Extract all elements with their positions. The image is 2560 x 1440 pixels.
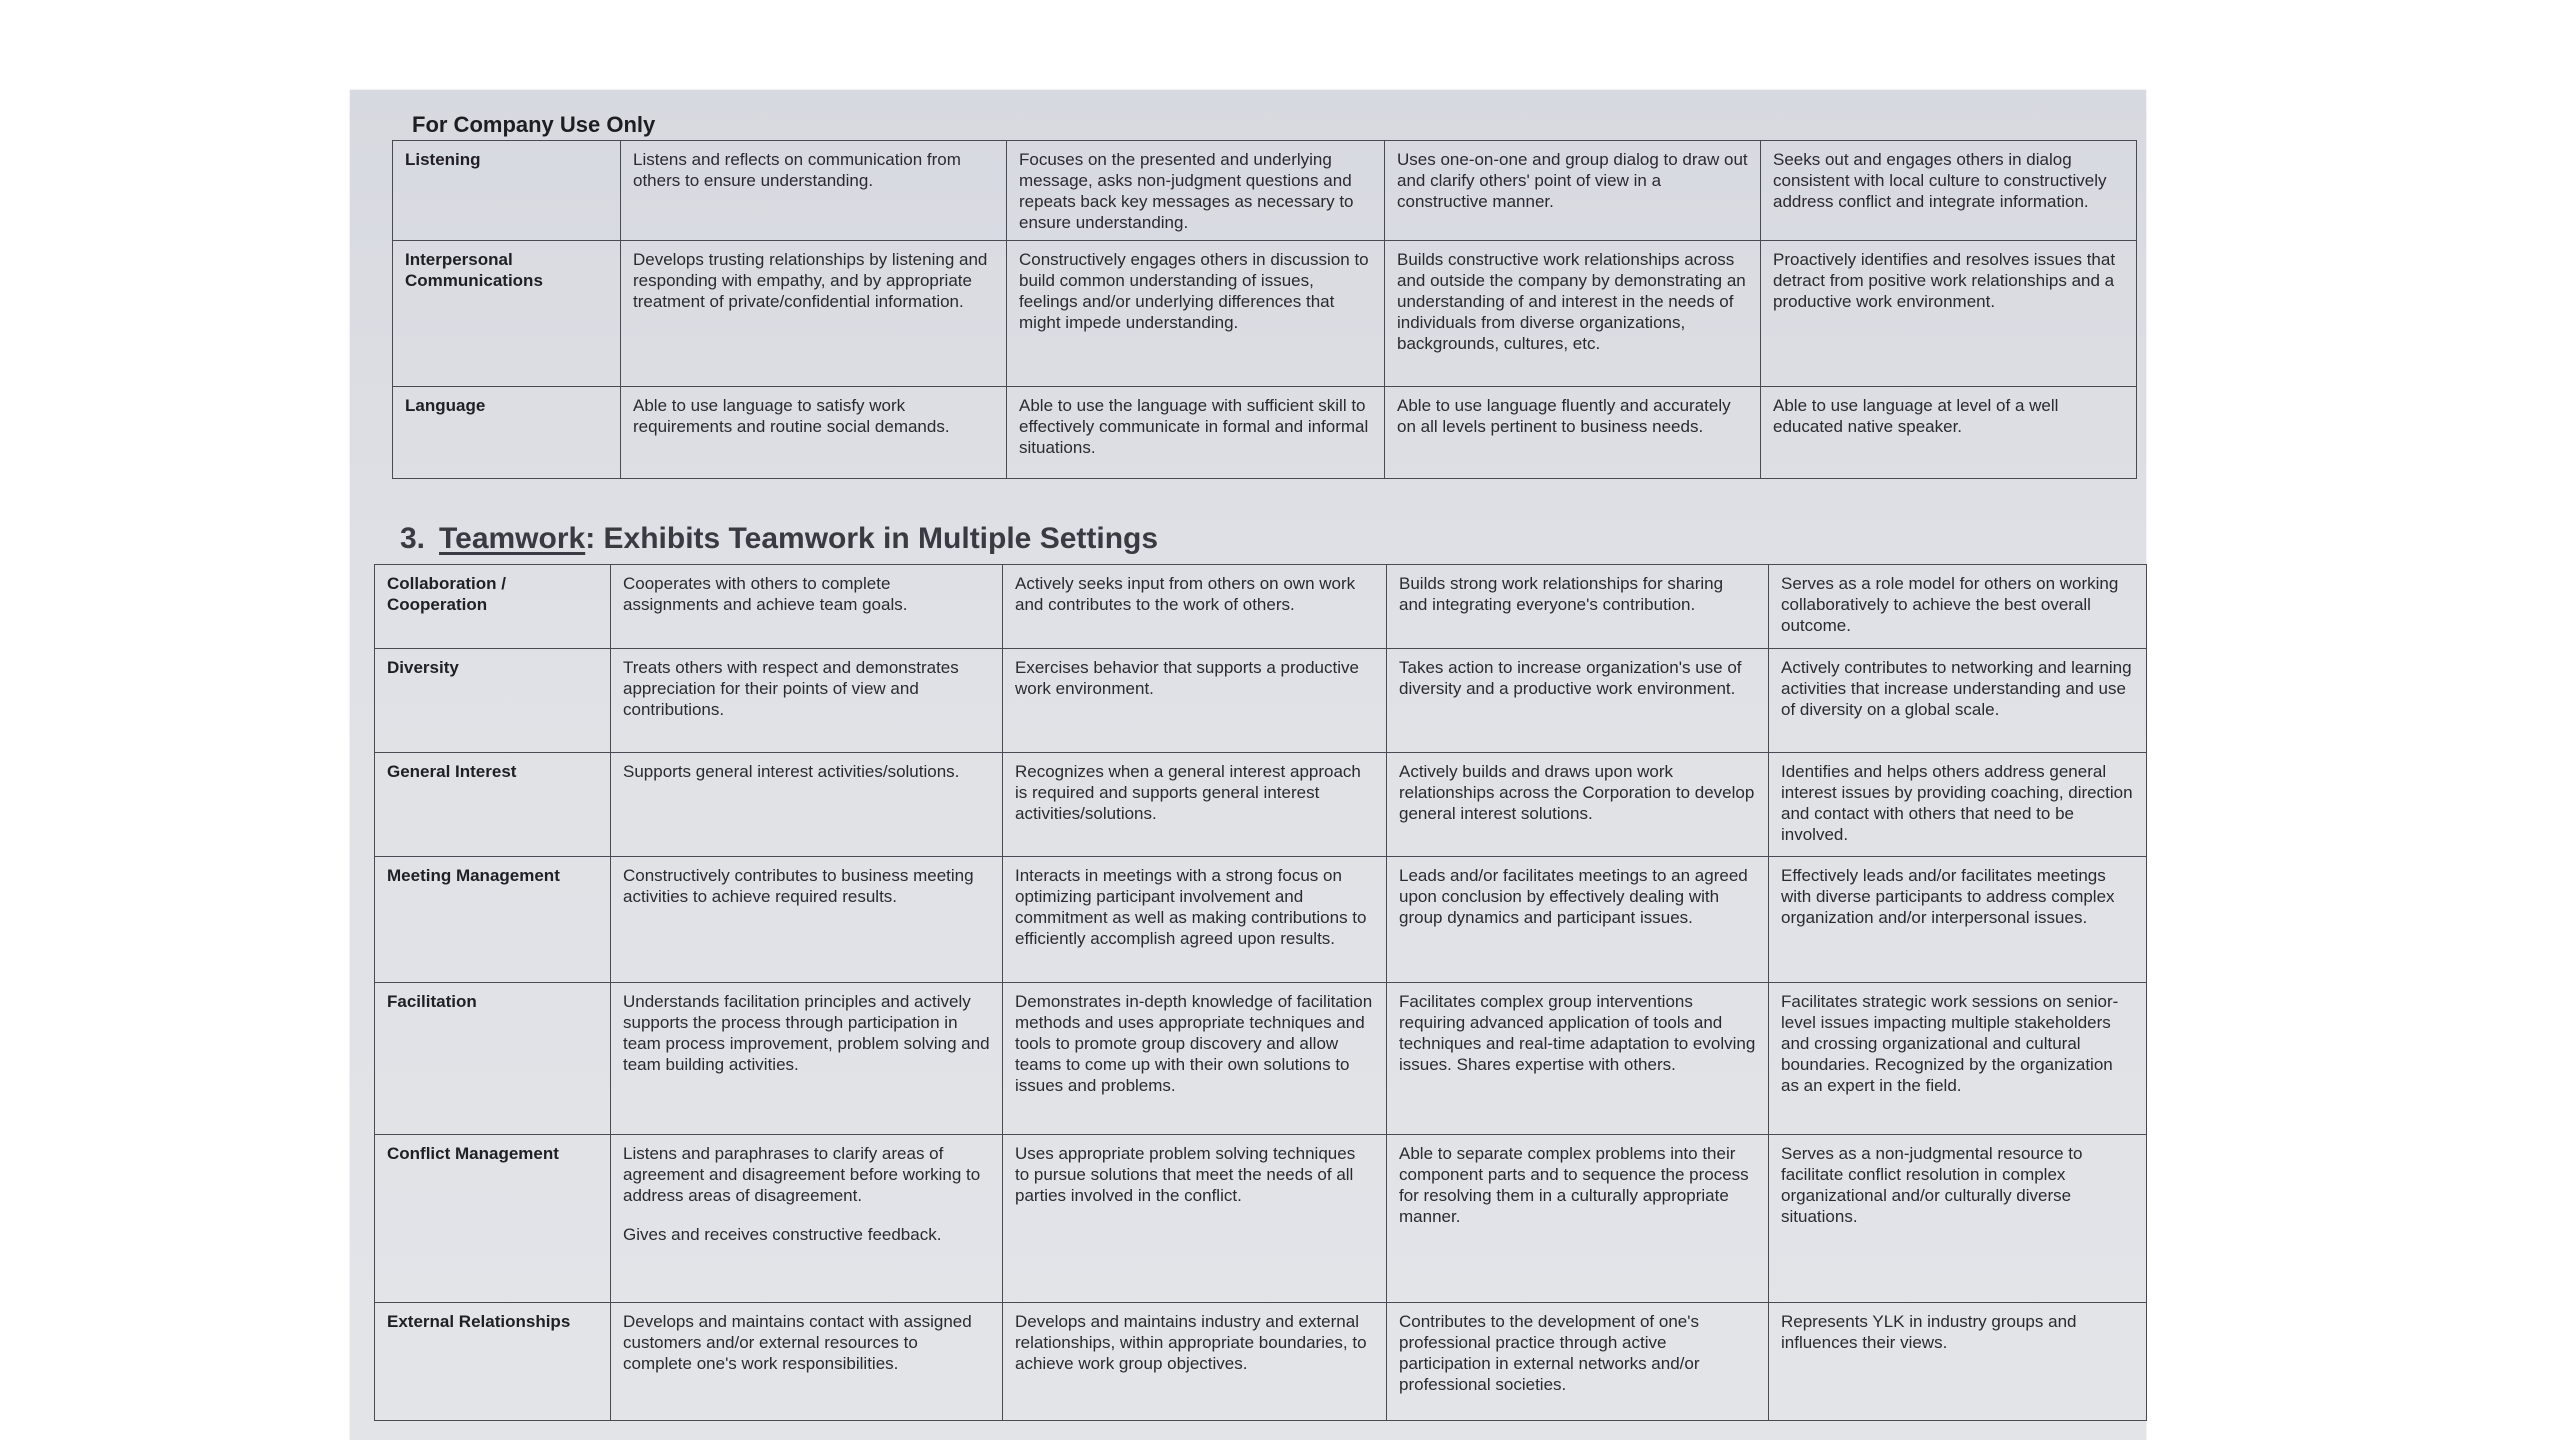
- level-4-cell: Identifies and helps others address general interest issues by providing coaching, direction and contact with others that need to be involved.: [1769, 753, 2147, 857]
- row-label-diversity: Diversity: [375, 649, 611, 753]
- level-3-cell: Able to use language fluently and accurately on all levels pertinent to business needs.: [1385, 387, 1761, 479]
- level-3-cell: Contributes to the development of one's professional practice through active participation in external networks and/or professional societies.: [1387, 1303, 1769, 1421]
- level-4-cell: Able to use language at level of a well educated native speaker.: [1761, 387, 2137, 479]
- table-row: [375, 649, 2147, 753]
- level-1-cell: Develops and maintains contact with assigned customers and/or external resources to complete one's work responsibilities.: [611, 1303, 1003, 1421]
- table-row: [393, 387, 2137, 479]
- level-2-cell: Uses appropriate problem solving techniques to pursue solutions that meet the needs of all parties involved in the conflict.: [1003, 1135, 1387, 1303]
- level-1-cell: Listens and reflects on communication from others to ensure understanding.: [621, 141, 1007, 241]
- row-label-collaboration: Collaboration / Cooperation: [375, 565, 611, 649]
- level-2-cell: Constructively engages others in discussion to build common understanding of issues, feelings and/or underlying differences that might impede understanding.: [1007, 241, 1385, 387]
- row-label-language: Language: [393, 387, 621, 479]
- table-row: [375, 857, 2147, 983]
- cell-paragraph: Listens and paraphrases to clarify areas of agreement and disagreement before working to address areas of disagreement.: [623, 1144, 981, 1205]
- level-1-cell: Supports general interest activities/solutions.: [611, 753, 1003, 857]
- level-1-cell: Cooperates with others to complete assignments and achieve team goals.: [611, 565, 1003, 649]
- level-4-cell: Facilitates strategic work sessions on senior-level issues impacting multiple stakeholders and crossing organizational and cultural boundaries. Recognized by the organization as an expert in the field.: [1769, 983, 2147, 1135]
- row-label-facilitation: Facilitation: [375, 983, 611, 1135]
- table-row: [375, 565, 2147, 649]
- level-1-cell: Understands facilitation principles and actively supports the process through participation in team process improvement, problem solving and team building activities.: [611, 983, 1003, 1135]
- company-use-label: For Company Use Only: [412, 112, 656, 137]
- table-row: [375, 753, 2147, 857]
- row-label-interpersonal-communications: Interpersonal Communications: [393, 241, 621, 387]
- level-4-cell: Represents YLK in industry groups and influences their views.: [1769, 1303, 2147, 1421]
- row-label-conflict-management: Conflict Management: [375, 1135, 611, 1303]
- level-1-cell: Treats others with respect and demonstrates appreciation for their points of view and contributions.: [611, 649, 1003, 753]
- level-2-cell: Demonstrates in-depth knowledge of facilitation methods and uses appropriate techniques and tools to promote group discovery and allow teams to come up with their own solutions to issues and problems.: [1003, 983, 1387, 1135]
- level-2-cell: Able to use the language with sufficient skill to effectively communicate in formal and informal situations.: [1007, 387, 1385, 479]
- table-row: [393, 241, 2137, 387]
- level-3-cell: Actively builds and draws upon work relationships across the Corporation to develop general interest solutions.: [1387, 753, 1769, 857]
- level-4-cell: Proactively identifies and resolves issues that detract from positive work relationships and a productive work environment.: [1761, 241, 2137, 387]
- section-number: 3.: [400, 522, 426, 555]
- table-row: [375, 1135, 2147, 1303]
- row-label-general-interest: General Interest: [375, 753, 611, 857]
- table-row: [375, 1303, 2147, 1421]
- level-3-cell: Able to separate complex problems into their component parts and to sequence the process for resolving them in a culturally appropriate manner.: [1387, 1135, 1769, 1303]
- level-4-cell: Seeks out and engages others in dialog consistent with local culture to constructively address conflict and integrate information.: [1761, 141, 2137, 241]
- level-3-cell: Facilitates complex group interventions requiring advanced application of tools and techniques and real-time adaptation to evolving issues. Shares expertise with others.: [1387, 983, 1769, 1135]
- level-1-cell: Develops trusting relationships by listening and responding with empathy, and by appropriate treatment of private/confidential information.: [621, 241, 1007, 387]
- level-4-cell: Serves as a role model for others on working collaboratively to achieve the best overall outcome.: [1769, 565, 2147, 649]
- teamwork-competency-table: [374, 564, 2147, 1421]
- level-1-cell: [611, 1135, 1003, 1303]
- level-3-cell: Uses one-on-one and group dialog to draw out and clarify others' point of view in a constructive manner.: [1385, 141, 1761, 241]
- level-3-cell: Builds constructive work relationships across and outside the company by demonstrating an understanding of and interest in the needs of individuals from diverse organizations, backgrounds, cultures, etc.: [1385, 241, 1761, 387]
- level-4-cell: Effectively leads and/or facilitates meetings with diverse participants to address complex organization and/or interpersonal issues.: [1769, 857, 2147, 983]
- section-heading: [400, 522, 1158, 556]
- row-label-listening: Listening: [393, 141, 621, 241]
- level-2-cell: Actively seeks input from others on own work and contributes to the work of others.: [1003, 565, 1387, 649]
- level-3-cell: Builds strong work relationships for sharing and integrating everyone's contribution.: [1387, 565, 1769, 649]
- level-1-cell: Able to use language to satisfy work requirements and routine social demands.: [621, 387, 1007, 479]
- section-keyword: Teamwork: [439, 522, 586, 555]
- row-label-meeting-management: Meeting Management: [375, 857, 611, 983]
- communication-competency-table: [392, 140, 2137, 479]
- table-row: [375, 983, 2147, 1135]
- level-1-cell: Constructively contributes to business meeting activities to achieve required results.: [611, 857, 1003, 983]
- level-2-cell: Interacts in meetings with a strong focus on optimizing participant involvement and commitment as well as making contributions to efficiently accomplish agreed upon results.: [1003, 857, 1387, 983]
- level-2-cell: Recognizes when a general interest approach is required and supports general interest activities/solutions.: [1003, 753, 1387, 857]
- level-3-cell: Takes action to increase organization's use of diversity and a productive work environment.: [1387, 649, 1769, 753]
- row-label-external-relationships: External Relationships: [375, 1303, 611, 1421]
- level-4-cell: Serves as a non-judgmental resource to facilitate conflict resolution in complex organizational and/or culturally diverse situations.: [1769, 1135, 2147, 1303]
- level-3-cell: Leads and/or facilitates meetings to an agreed upon conclusion by effectively dealing with group dynamics and participant issues.: [1387, 857, 1769, 983]
- level-2-cell: Develops and maintains industry and external relationships, within appropriate boundaries, to achieve work group objectives.: [1003, 1303, 1387, 1421]
- table-row: [393, 141, 2137, 241]
- level-2-cell: Focuses on the presented and underlying message, asks non-judgment questions and repeats back key messages as necessary to ensure understanding.: [1007, 141, 1385, 241]
- section-title-text: : Exhibits Teamwork in Multiple Settings: [585, 522, 1159, 555]
- cell-paragraph: Gives and receives constructive feedback.: [623, 1225, 942, 1244]
- level-4-cell: Actively contributes to networking and learning activities that increase understanding and use of diversity on a global scale.: [1769, 649, 2147, 753]
- level-2-cell: Exercises behavior that supports a productive work environment.: [1003, 649, 1387, 753]
